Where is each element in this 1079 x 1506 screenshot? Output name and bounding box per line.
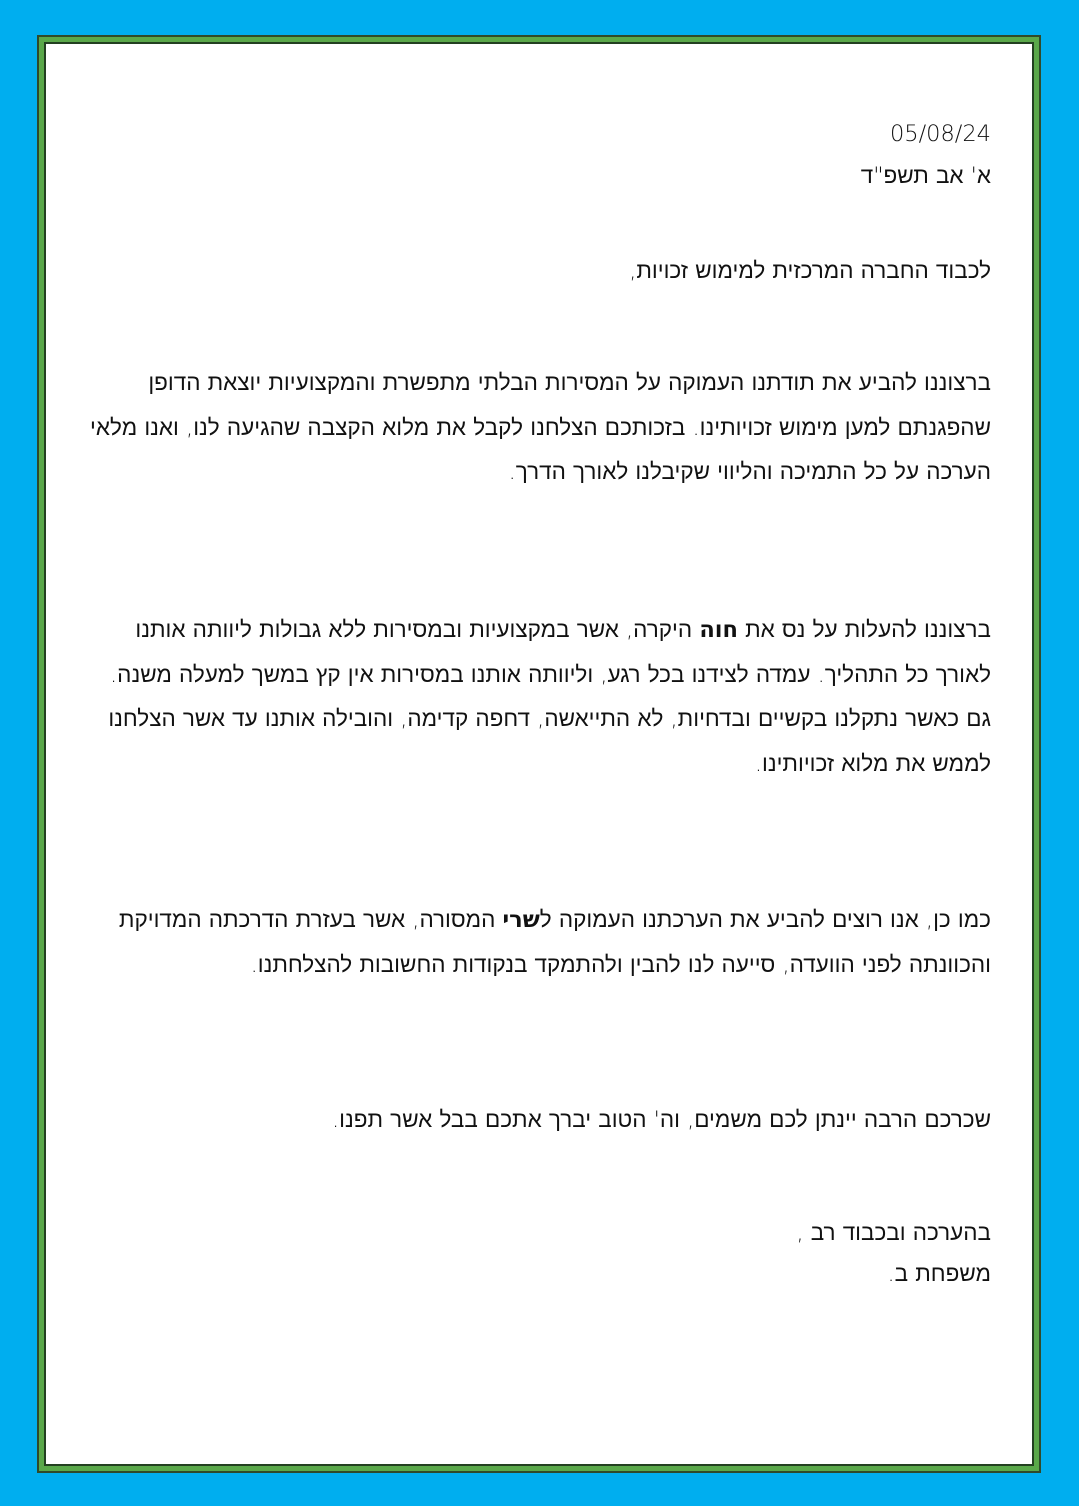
closing-block xyxy=(80,1213,991,1295)
signature: משפחת ב. xyxy=(887,1261,991,1287)
paragraph-sari-after: המסורה, אשר בעזרת הדרכתה המדויקת והכוונתה לפני הוועדה, סייעה לנו להבין ולהתמקד בנקודות החשובות להצלחתנו. xyxy=(118,907,991,978)
name-chava: חוה xyxy=(699,617,738,643)
date-block xyxy=(80,113,991,197)
paragraph-blessing: שכרכם הרבה יינתן לכם משמים, וה' הטוב יברך אתכם בבל אשר תפנו. xyxy=(332,1107,991,1133)
paragraph-chava-after: היקרה, אשר במקצועיות ובמסירות ללא גבולות ליוותה אותנו לאורך כל התהליך. עמדה לצידנו בכל רגע, וליוותה אותנו במסירות אין קץ במשך למעלה משנה. גם כאשר נתקלנו בקשיים ובדחיות, לא התייאשה, דחפה קדימה, והובילה אותנו עד אשר הצלחנו לממש את מלוא זכויותינו. xyxy=(108,617,991,777)
greeting-line: לכבוד החברה המרכזית למימוש זכויות, xyxy=(629,258,991,284)
paragraph-chava xyxy=(80,608,991,786)
date-hebrew: א' אב תשפ"ד xyxy=(860,163,991,189)
date-gregorian: 05/08/24 xyxy=(889,121,991,147)
paragraph-sari-before: כמו כן, אנו רוצים להביע את הערכתנו העמוקה ל xyxy=(539,907,991,933)
closing-line: בהערכה ובכבוד רב , xyxy=(796,1220,991,1246)
name-sari: שרי xyxy=(502,907,540,933)
paragraph-thanks: ברצוננו להביע את תודתנו העמוקה על המסירות הבלתי מתפשרת והמקצועיות יוצאת הדופן שהפגנתם למען מימוש זכויותינו. בזכותכם הצלחנו לקבל את מלוא הקצבה שהגיעה לנו, ואנו מלאי הערכה על כל התמיכה והליווי שקיבלנו לאורך הדרך. xyxy=(90,370,991,485)
paragraph-sari xyxy=(80,898,991,987)
paragraph-chava-before: ברצוננו להעלות על נס את xyxy=(737,617,991,643)
